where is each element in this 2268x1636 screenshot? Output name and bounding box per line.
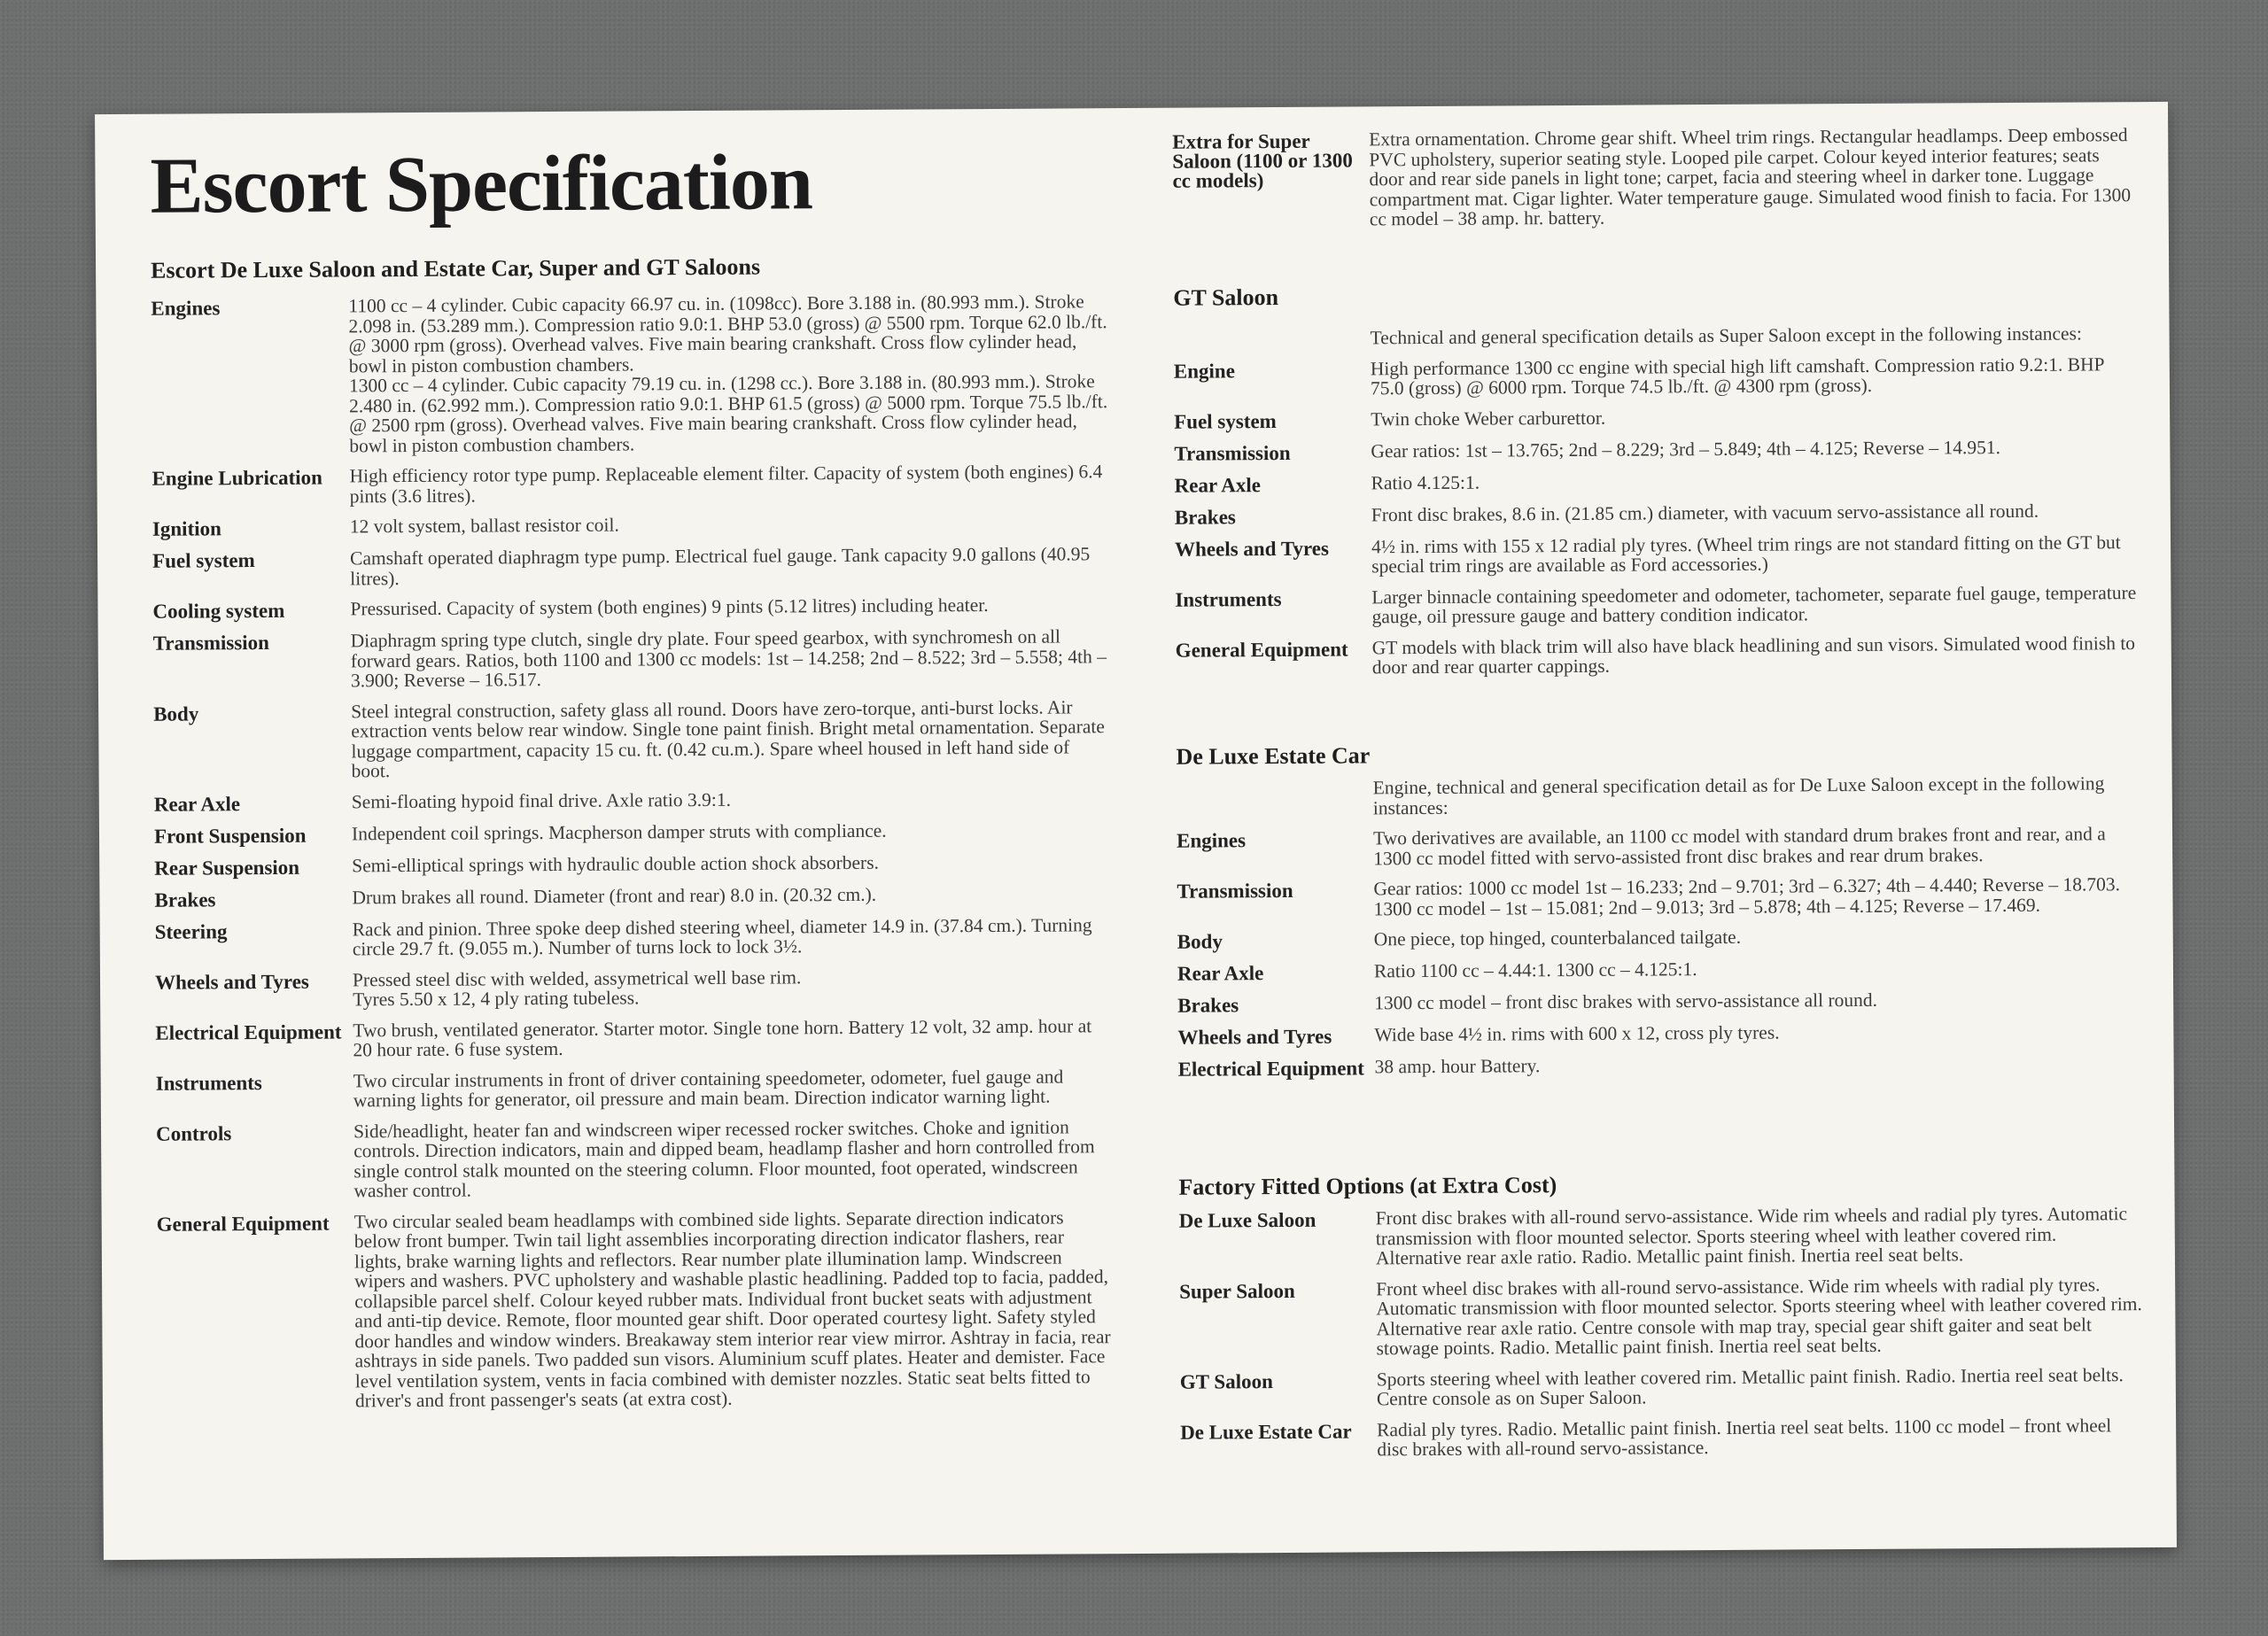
right-column [1172,102,2142,1461]
spec-label: Rear Axle [1174,473,1262,497]
spec-row-front-suspension [154,819,1111,847]
spec-text: Semi-elliptical springs with hydraulic double action shock absorbers. [352,851,880,876]
spec-row-engine-lubrication [151,461,1108,508]
spec-text: Diaphragm spring type clutch, single dry plate. Four speed gearbox, with synchromesh on all forward gears. Ratios, both 1100 and 1300 cc models: 1st – 14.258; 2nd – 8.522; 3rd – 5.558; 4th – 3.900; Reverse – 16.517. [350,625,1107,692]
spec-text: Twin choke Weber carburettor. [1371,407,1606,430]
spec-row-engine [1174,354,2140,400]
spec-text: Pressurised. Capacity of system (both engines) 9 pints (5.12 litres) including heater. [350,594,989,620]
spec-label: Brakes [1174,505,1236,529]
spec-text: 4½ in. rims with 155 x 12 radial ply tyres. (Wheel trim rings are not standard fitting on the GT but special trim rings are available as Ford accessories.) [1371,531,2121,578]
spec-sheet [95,102,2177,1560]
spec-label: Rear Axle [153,792,241,816]
spec-row-brakes [1175,500,2140,528]
spec-row-fuel-system [152,544,1109,590]
option-label: De Luxe Saloon [1178,1208,1317,1232]
spec-label: Cooling system [152,599,285,623]
spec-text: Two circular instruments in front of driver containing speedometer, odometer, fuel gauge and warning lights for generator, oil pressure and main beam. Direction indicator warning light. [353,1066,1064,1112]
option-text: Radial ply tyres. Radio. Metallic paint finish. Inertia reel seat belts. 1100 cc model – front wheel disc brakes with all-round servo-assistance. [1377,1414,2112,1461]
spec-label: Brakes [1177,994,1239,1017]
spec-label: Engines [151,297,221,320]
spec-label: Extra for Super Saloon (1100 or 1300 cc models) [1172,129,1353,192]
spec-row-extra-super-saloon [1172,125,2139,230]
spec-text: Pressed steel disc with welded, assymetrical well base rim. Tyres 5.50 x 12, 4 ply rating tubeless. [352,965,802,1011]
spec-text: Two circular sealed beam headlamps with combined side lights. Separate direction indicators below front bumper. Twin tail light assemblies incorporating direction indicator flashers, rear lights, brake warning lights and reflectors. Rear number plate illumination lamp. Windscreen wipers and washers. PVC upholstery and washable plastic headlining. Padded top to facia, padded, collapsible parcel shelf. Colour keyed rubber mats. Individual front bucket seats with adjustment and anti-tip device. Remote, floor mounted gear shift. Door operated courtesy light. Safety styled door handles and window winders. Breakaway stem interior rear view mirror. Ashtray in facia, rear ashtrays in side panels. Two padded sun visors. Aluminium scuff plates. Heater and demister. Face level ventilation system, vents in facia combined with demister nozzles. Static seat belts fitted to driver's and front passenger's seats (at extra cost). [353,1206,1111,1412]
spec-text: Ratio 4.125:1. [1371,471,1480,493]
spec-row-steering [155,915,1112,961]
spec-text: Independent coil springs. Macpherson damper struts with compliance. [351,819,887,844]
spec-row-brakes [1177,989,2143,1016]
spec-label: Ignition [151,517,221,540]
spec-label: Transmission [152,631,269,655]
spec-row-transmission [1174,437,2140,464]
spec-row-cooling-system [152,594,1109,622]
section-intro: Technical and general specification details as Super Saloon except in the following instances: [1370,322,2082,349]
spec-row-body [1177,925,2143,952]
spec-row-rear-axle [1177,957,2143,984]
spec-row-electrical-equipment [1178,1052,2144,1080]
spec-text: High performance 1300 cc engine with special high lift camshaft. Compression ratio 9.2:1. BHP 75.0 (gross) @ 6000 rpm. Torque 74.5 lb./ft. @ 4300 rpm (gross). [1370,353,2104,399]
spec-text: One piece, top hinged, counterbalanced tailgate. [1373,926,1742,950]
spec-row-rear-axle [154,787,1111,815]
option-text: Sports steering wheel with leather covered rim. Metallic paint finish. Radio. Inertia reel seat belts. Centre console as on Super Saloon. [1376,1363,2124,1410]
spec-row-wheels-and-tyres [1175,532,2140,578]
spec-row-fuel-system [1174,405,2140,432]
spec-row-engines [151,291,1108,457]
spec-label: Rear Axle [1177,962,1264,985]
spec-label: Rear Suspension [154,856,300,880]
spec-label: Body [153,702,199,725]
section-heading-range: Escort De Luxe Saloon and Estate Car, Super and GT Saloons [151,253,761,283]
option-row-de-luxe-estate-car [1180,1415,2146,1462]
spec-text: GT models with black trim will also have black headlining and sun visors. Simulated wood finish to door and rear quarter cappings. [1371,632,2136,678]
spec-label: Steering [154,919,228,943]
spec-label: Wheels and Tyres [1174,537,1329,561]
spec-text: Larger binnacle containing speedometer and odometer, tachometer, separate fuel gauge, temperature gauge, oil pressure gauge and battery condition indicator. [1371,581,2137,628]
spec-text: 1300 cc model – front disc brakes with servo-assistance all round. [1374,989,1878,1014]
option-row-super-saloon [1179,1275,2146,1361]
spec-row-transmission [1177,874,2142,920]
spec-text: Gear ratios: 1000 cc model 1st – 16.233; 2nd – 9.701; 3rd – 6.327; 4th – 4.440; Reverse – 18.703. 1300 cc model – 1st – 15.081; 2nd – 9.013; 3rd – 5.878; 4th – 4.125; Reverse – 17.469. [1373,873,2121,919]
spec-row-general-equipment [1176,633,2141,679]
spec-text: Camshaft operated diaphragm type pump. Electrical fuel gauge. Tank capacity 9.0 gallons (40.95 litres). [350,543,1091,589]
spec-label: Wheels and Tyres [154,970,309,994]
spec-row-wheels-and-tyres [155,965,1112,1012]
spec-text: Gear ratios: 1st – 13.765; 2nd – 8.229; 3rd – 5.849; 4th – 4.125; Reverse – 14.951. [1371,436,2001,461]
spec-text: Two derivatives are available, an 1100 cc model with standard drum brakes front and rear, and a 1300 cc model fitted with servo-assisted front disc brakes and rear drum brakes. [1372,823,2106,869]
spec-label: Wheels and Tyres [1177,1025,1332,1049]
spec-text: Drum brakes all round. Diameter (front and rear) 8.0 in. (20.32 cm.). [352,883,877,908]
option-label: De Luxe Estate Car [1180,1420,1352,1444]
section-intro: Engine, technical and general specification detail as for De Luxe Saloon except in the following instances: [1372,772,2105,818]
page-title: Escort Specification [150,138,813,230]
spec-text: Rack and pinion. Three spoke deep dished steering wheel, diameter 14.9 in. (37.84 cm.). Turning circle 29.7 ft. (9.055 m.). Number of turns lock to lock 3½. [352,913,1092,960]
spec-label: Controls [155,1121,232,1145]
spec-row-transmission [153,626,1110,692]
spec-label: Transmission [1177,879,1293,903]
spec-label: Electrical Equipment [155,1020,342,1044]
spec-text: Side/headlight, heater fan and windscreen wiper recessed rocker switches. Choke and ignition controls. Direction indicators, main and dipped beam, headlamp flasher and horn controlled from single control stalk mounted on the steering column. Floor mounted, foot operated, windscreen washer control. [353,1115,1095,1202]
spec-label: Instruments [1175,587,1282,611]
spec-label: Fuel system [152,549,255,572]
spec-row-brakes [154,883,1111,911]
spec-label: Engine [1173,359,1235,383]
spec-label: Fuel system [1174,409,1277,433]
spec-label: Body [1177,930,1223,953]
option-label: Super Saloon [1179,1279,1295,1303]
left-spec-list [151,291,1115,1412]
spec-text: 12 volt system, ballast resistor coil. [349,514,619,538]
section-heading-options: Factory Fitted Options (at Extra Cost) [1178,1172,1557,1200]
spec-text: Ratio 1100 cc – 4.44:1. 1300 cc – 4.125:1. [1373,958,1697,982]
spec-row-general-equipment [157,1207,1115,1413]
spec-text: High efficiency rotor type pump. Replaceable element filter. Capacity of system (both engines) 6.4 pints (3.6 litres). [349,461,1103,507]
spec-row-controls [156,1117,1114,1203]
spec-text: 38 amp. hour Battery. [1374,1055,1541,1078]
gt-saloon-section [1173,279,2141,678]
option-row-de-luxe-saloon [1179,1204,2145,1269]
option-text: Front wheel disc brakes with all-round servo-assistance. Wide rim wheels with radial ply tyres. Automatic transmission with floor mounted selector. Sports steering wheel with leather covered rim. Alternative rear axle ratio. Centre console with map tray, special gear shift gaiter and seat belt stowage points. Radio. Metallic paint finish. Inertia reel seat belts. [1376,1273,2142,1360]
spec-label: Engines [1176,829,1247,852]
spec-row-ignition [152,512,1109,539]
spec-label: Transmission [1174,441,1291,465]
estate-car-section [1176,738,2143,1080]
option-row-gt-saloon [1180,1365,2146,1411]
spec-label: Engine Lubrication [151,466,322,490]
spec-label: Electrical Equipment [1177,1057,1364,1081]
spec-text: Two brush, ventilated generator. Starter motor. Single tone horn. Battery 12 volt, 32 amp. hour at 20 hour rate. 6 fuse system. [353,1014,1092,1061]
spec-text: Wide base 4½ in. rims with 600 x 12, cross ply tyres. [1374,1021,1780,1046]
spec-text: Steel integral construction, safety glass all round. Doors have zero-torque, anti-burst locks. Air extraction vents below rear window. Single tone paint finish. Bright metal ornamentation. Separate luggage compartment, capacity 15 cu. ft. (0.42 cu.m.). Spare wheel housed in left hand side of boot. [351,695,1105,782]
spec-label: General Equipment [156,1212,330,1236]
spec-text: Extra ornamentation. Chrome gear shift. Wheel trim rings. Rectangular headlamps. Deep embossed PVC upholstery, superior seating style. Looped pile carpet. Colour keyed interior features; seats door and rear side panels in light tone; carpet, facia and steering wheel in darker tone. Luggage compartment mat. Cigar lighter. Water temperature gauge. Simulated wood finish to facia. For 1300 cc model – 38 amp. hr. battery. [1369,124,2132,230]
option-text: Front disc brakes with all-round servo-assistance. Wide rim wheels and radial ply tyres. Automatic transmission with floor mounted selector. Sports steering wheel with leather covered rim. Alternative rear axle ratio. Radio. Metallic paint finish. Inertia reel seat belts. [1375,1203,2128,1269]
spec-row-wheels-and-tyres [1177,1020,2143,1048]
section-heading-gt: GT Saloon [1173,284,1279,311]
spec-row-instruments [1175,583,2140,629]
spec-text: 1100 cc – 4 cylinder. Cubic capacity 66.97 cu. in. (1098cc). Bore 3.188 in. (80.993 mm.). Stroke 2.098 in. (53.289 mm.). Compression ratio 9.0:1. BHP 53.0 (gross) @ 5500 rpm. Torque 62.0 lb./ft. @ 3000 rpm (gross). Overhead valves. Five main bearing crankshaft. Cross flow cylinder head, bowl in piston combustion chambers. 1300 cc – 4 cylinder. Cubic capacity 79.19 cu. in. (1298 cc.). Bore 3.188 in. (80.993 mm.). Stroke 2.480 in. (62.992 mm.). Compression ratio 9.0:1. BHP 61.5 (gross) @ 5000 rpm. Torque 75.5 lb./ft. @ 2500 rpm (gross). Overhead valves. Five main bearing crankshaft. Cross flow cylinder head, bowl in piston combustion chambers. [348,291,1108,456]
spec-row-instruments [156,1066,1113,1113]
options-section [1178,1168,2146,1461]
spec-row-body [153,697,1111,783]
spec-row-rear-suspension [154,851,1111,879]
spec-row-electrical-equipment [155,1016,1112,1062]
spec-label: General Equipment [1175,638,1348,662]
spec-label: Front Suspension [153,824,307,848]
spec-label: Brakes [154,888,216,911]
spec-row-engines [1177,824,2142,870]
spec-label: Instruments [155,1071,262,1095]
spec-row-rear-axle [1175,469,2140,496]
spec-text: Semi-floating hypoid final drive. Axle ratio 3.9:1. [351,788,731,812]
spec-text: Front disc brakes, 8.6 in. (21.85 cm.) diameter, with vacuum servo-assistance all round. [1371,500,2039,525]
section-heading-estate: De Luxe Estate Car [1176,742,1371,770]
option-label: GT Saloon [1179,1369,1273,1393]
